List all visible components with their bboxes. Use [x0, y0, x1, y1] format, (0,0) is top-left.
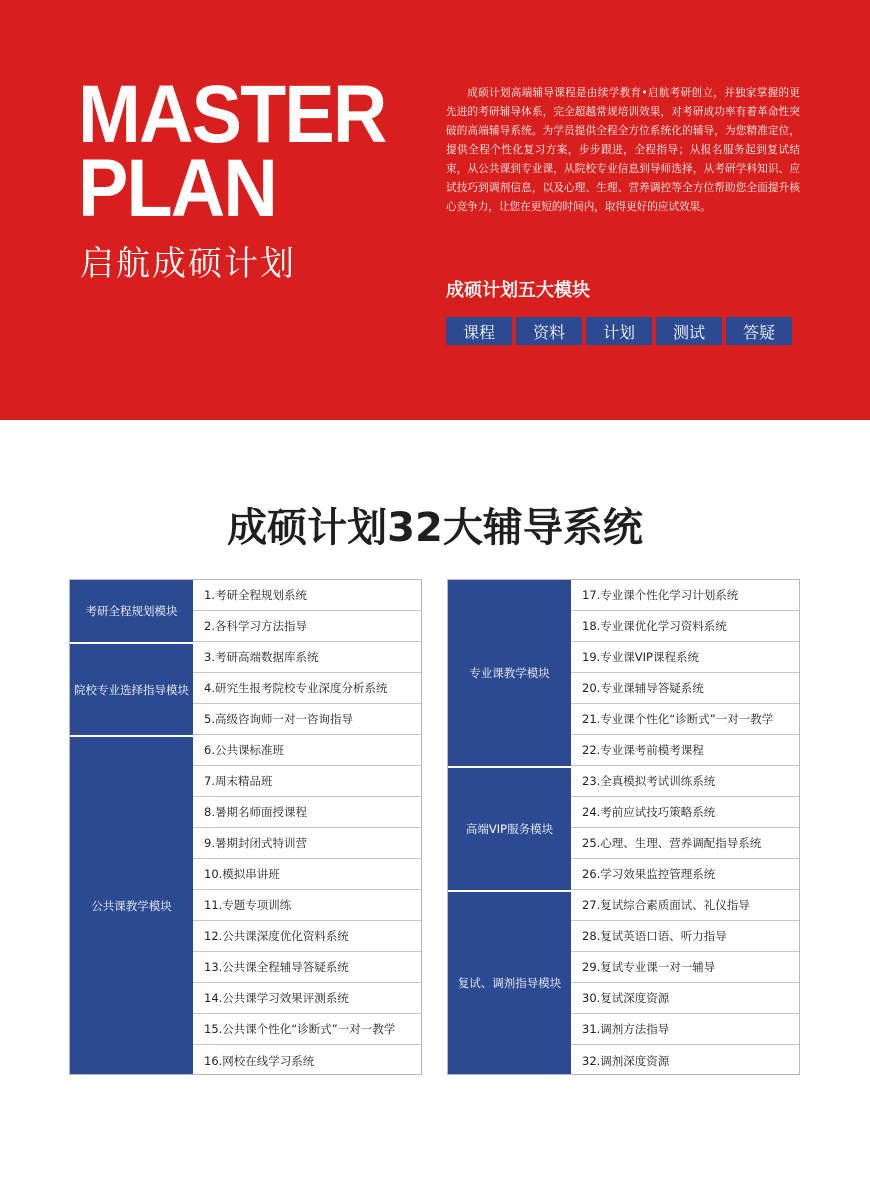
category-cell: 专业课教学模块 [448, 580, 571, 768]
table-row: 19.专业课VIP课程系统 [571, 642, 799, 673]
table-row: 6.公共课标准班 [193, 735, 421, 766]
table-row: 20.专业课辅导答疑系统 [571, 673, 799, 704]
title-chinese: 启航成硕计划 [80, 244, 296, 284]
table-row: 1.考研全程规划系统 [193, 580, 421, 611]
table-row: 10.模拟串讲班 [193, 859, 421, 890]
hero-banner [0, 0, 870, 420]
module-tag-plan: 计划 [586, 317, 652, 345]
table-row: 26.学习效果监控管理系统 [571, 859, 799, 890]
table-row: 4.研究生报考院校专业深度分析系统 [193, 673, 421, 704]
module-tag-materials: 资料 [516, 317, 582, 345]
table-row: 9.暑期封闭式特训营 [193, 828, 421, 859]
module-tag-course: 课程 [446, 317, 512, 345]
table-row: 13.公共课全程辅导答疑系统 [193, 952, 421, 983]
title-master: MASTER [78, 69, 386, 160]
table-row: 28.复试英语口语、听力指导 [571, 921, 799, 952]
table-row: 16.网校在线学习系统 [204, 1053, 315, 1068]
table-row: 27.复试综合素质面试、礼仪指导 [571, 890, 799, 921]
table-row: 22.专业课考前模考课程 [571, 735, 799, 766]
left-system-table [69, 579, 422, 1075]
table-row: 32.调剂深度资源 [582, 1053, 670, 1068]
table-row: 18.专业课优化学习资料系统 [571, 611, 799, 642]
intro-paragraph: 成硕计划高端辅导课程是由续学教育•启航考研创立，并独家掌握的更先进的考研辅导体系，完全超越常规培训效果，对考研成功率有着革命性突破的高端辅导系统。为学员提供全程全方位系统化的辅导，为您精准定位，提供全程个性化复习方案，步步跟进，全程指导；从报名服务起到复试结束，从公共课到专业课，从院校专业信息到导师选择，从考研学科知识、应试技巧到调剂信息，以及心理、生理、营养调控等全方位帮助您全面提升核心竞争力，让您在更短的时间内，取得更好的应试效果。 [446, 87, 800, 213]
table-row: 8.暑期名师面授课程 [193, 797, 421, 828]
table-row: 12.公共课深度优化资料系统 [193, 921, 421, 952]
table-row: 14.公共课学习效果评测系统 [193, 983, 421, 1014]
section-title: 成硕计划32大辅导系统 [227, 505, 643, 551]
category-cell: 考研全程规划模块 [70, 580, 193, 644]
table-row: 17.专业课个性化学习计划系统 [571, 580, 799, 611]
module-tag-test: 测试 [656, 317, 722, 345]
category-cell: 高端VIP服务模块 [448, 768, 571, 892]
table-row: 5.高级咨询师一对一咨询指导 [193, 704, 421, 735]
table-row: 3.考研高端数据库系统 [193, 642, 421, 673]
table-row: 29.复试专业课一对一辅导 [571, 952, 799, 983]
table-row: 11.专题专项训练 [193, 890, 421, 921]
right-system-table [447, 579, 800, 1075]
table-row: 23.全真模拟考试训练系统 [571, 766, 799, 797]
table-row: 21.专业课个性化“诊断式”一对一教学 [571, 704, 799, 735]
table-row: 25.心理、生理、营养调配指导系统 [571, 828, 799, 859]
table-row: 7.周末精品班 [193, 766, 421, 797]
table-row: 24.考前应试技巧策略系统 [571, 797, 799, 828]
category-cell: 院校专业选择指导模块 [70, 644, 193, 737]
category-cell: 复试、调剂指导模块 [448, 892, 571, 1074]
table-row: 15.公共课个性化“诊断式”一对一教学 [193, 1014, 421, 1045]
module-tags [446, 317, 792, 345]
category-cell: 公共课教学模块 [70, 737, 193, 1074]
title-plan: PLAN [78, 143, 277, 234]
table-row: 31.调剂方法指导 [571, 1014, 799, 1045]
table-row: 30.复试深度资源 [571, 983, 799, 1014]
table-row: 2.各科学习方法指导 [193, 611, 421, 642]
module-tag-qa: 答疑 [726, 317, 792, 345]
modules-heading: 成硕计划五大模块 [446, 280, 590, 301]
